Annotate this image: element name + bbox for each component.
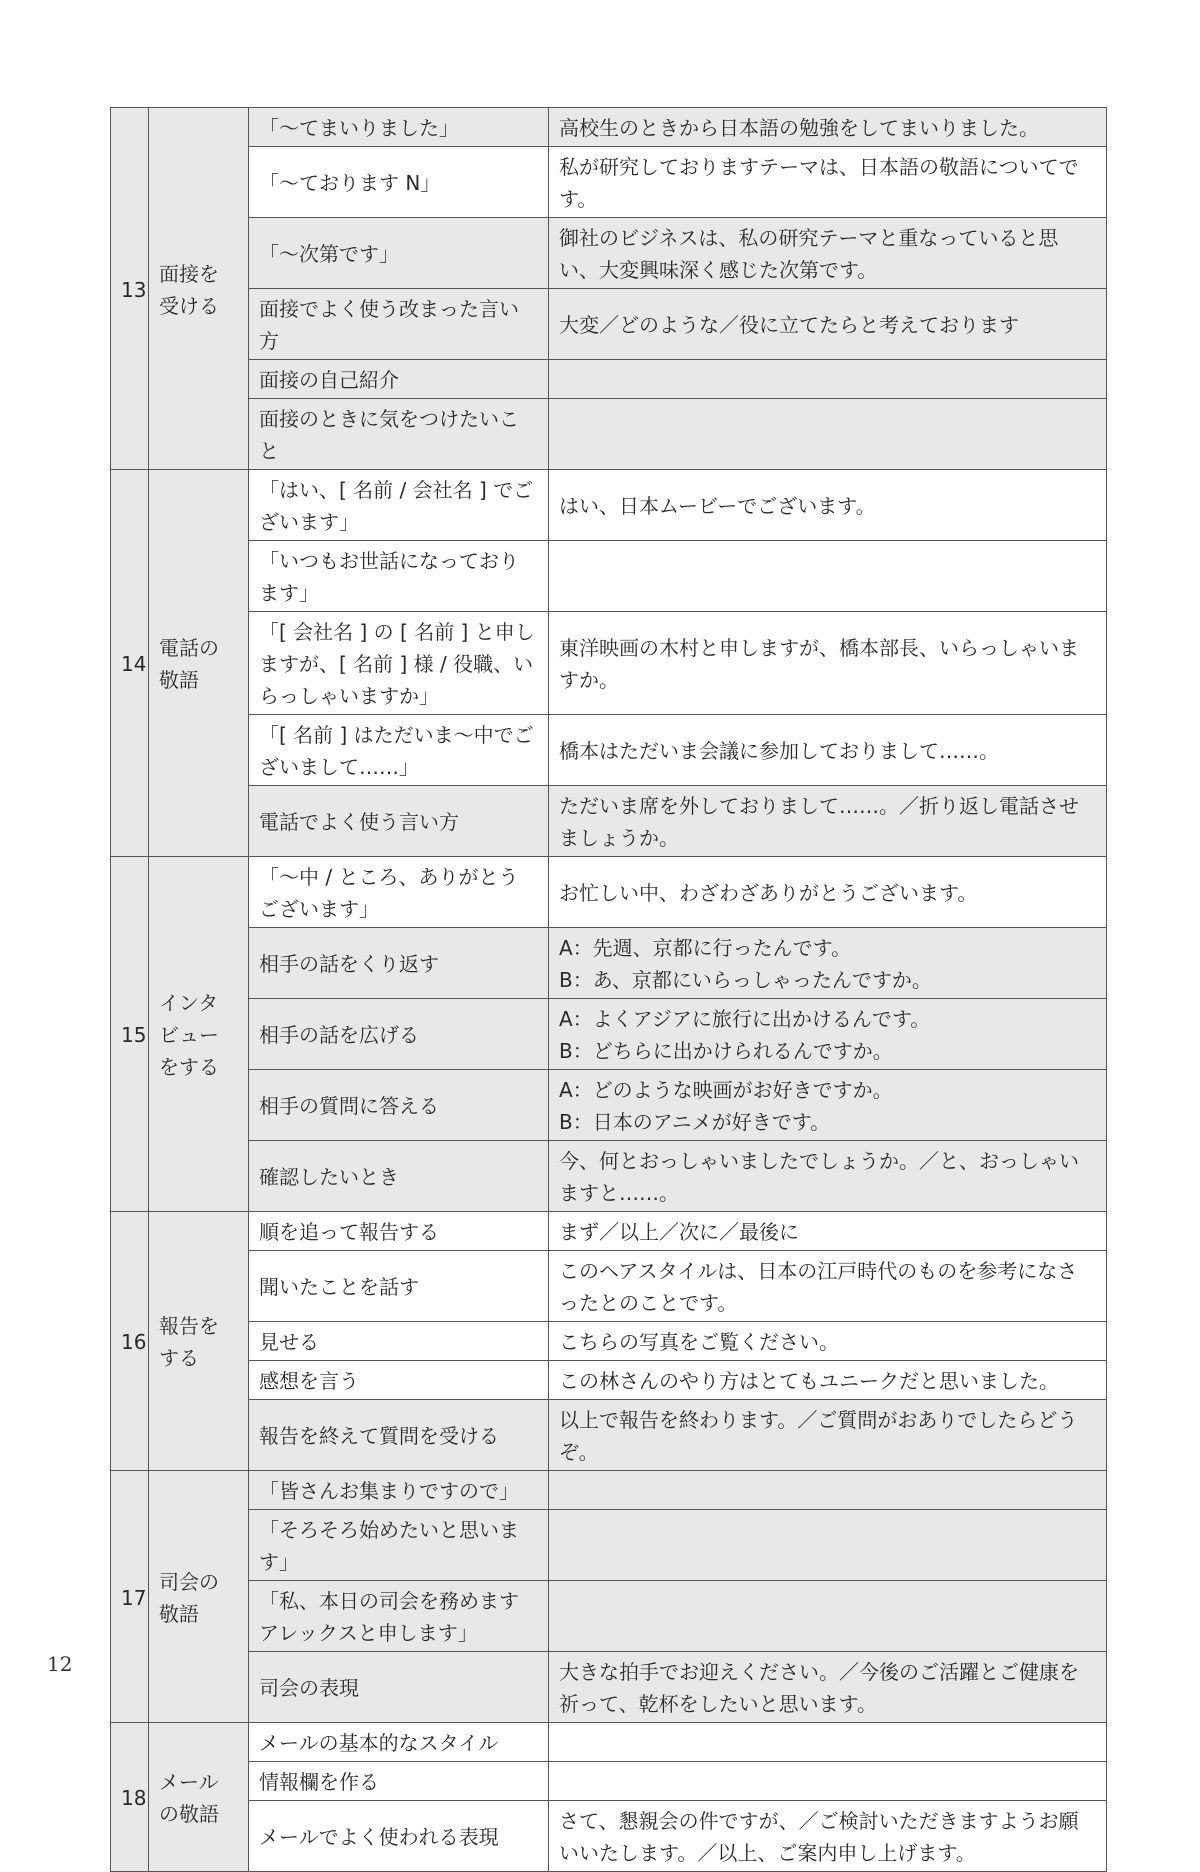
- table-row: [111, 857, 1107, 928]
- section-topic: インタビューをする: [149, 857, 249, 1212]
- section-number: 18: [111, 1723, 149, 1872]
- expression-cell: 見せる: [249, 1322, 549, 1361]
- section-topic: 面接を受ける: [149, 108, 249, 470]
- section-number: 15: [111, 857, 149, 1212]
- section-topic: メールの敬語: [149, 1723, 249, 1872]
- expression-cell: 「～ております N」: [249, 147, 549, 218]
- expression-cell: 面接のときに気をつけたいこと: [249, 399, 549, 470]
- table-row: [111, 999, 1107, 1070]
- expression-cell: 電話でよく使う言い方: [249, 786, 549, 857]
- section-number: 14: [111, 470, 149, 857]
- table-row: [111, 1471, 1107, 1510]
- expression-cell: 感想を言う: [249, 1361, 549, 1400]
- table-row: [111, 1070, 1107, 1141]
- section-number: 13: [111, 108, 149, 470]
- table-row: [111, 399, 1107, 470]
- example-cell: この林さんのやり方はとてもユニークだと思いました。: [549, 1361, 1107, 1400]
- expression-cell: 聞いたことを話す: [249, 1251, 549, 1322]
- example-cell: 東洋映画の木村と申しますが、橋本部長、いらっしゃいますか。: [549, 612, 1107, 715]
- expression-cell: 「～てまいりました」: [249, 108, 549, 147]
- table-row: [111, 1212, 1107, 1251]
- example-cell: [549, 1581, 1107, 1652]
- table-row: [111, 1251, 1107, 1322]
- dialogue-line-b: B：あ、京都にいらっしゃったんですか。: [559, 968, 932, 992]
- expression-cell: メールでよく使われる表現: [249, 1801, 549, 1872]
- table-row: [111, 1510, 1107, 1581]
- example-cell: [549, 360, 1107, 399]
- expression-cell: 「皆さんお集まりですので」: [249, 1471, 549, 1510]
- expression-cell: 「私、本日の司会を務めますアレックスと申します」: [249, 1581, 549, 1652]
- table-row: [111, 360, 1107, 399]
- example-cell: 高校生のときから日本語の勉強をしてまいりました。: [549, 108, 1107, 147]
- expression-cell: 面接の自己紹介: [249, 360, 549, 399]
- example-cell: ただいま席を外しておりまして……。／折り返し電話させましょうか。: [549, 786, 1107, 857]
- expression-cell: 「はい、[ 名前 / 会社名 ] でございます」: [249, 470, 549, 541]
- table-row: [111, 612, 1107, 715]
- table-row: [111, 218, 1107, 289]
- expression-cell: 報告を終えて質問を受ける: [249, 1400, 549, 1471]
- expression-cell: 「[ 名前 ] はただいま～中でございまして……」: [249, 715, 549, 786]
- section-topic: 報告をする: [149, 1212, 249, 1471]
- table-row: [111, 541, 1107, 612]
- table-row: [111, 1652, 1107, 1723]
- dialogue-line-b: B：日本のアニメが好きです。: [559, 1110, 831, 1134]
- dialogue-line-a: A：どのような映画がお好きですか。: [559, 1078, 893, 1102]
- expression-cell: 面接でよく使う改まった言い方: [249, 289, 549, 360]
- expression-cell: 相手の話をくり返す: [249, 928, 549, 999]
- expression-cell: 順を追って報告する: [249, 1212, 549, 1251]
- expression-cell: 「いつもお世話になっております」: [249, 541, 549, 612]
- expression-cell: 相手の質問に答える: [249, 1070, 549, 1141]
- dialogue-line-a: A：よくアジアに旅行に出かけるんです。: [559, 1007, 931, 1031]
- expression-cell: 「そろそろ始めたいと思います」: [249, 1510, 549, 1581]
- example-cell: [549, 1510, 1107, 1581]
- example-cell: [549, 1070, 1107, 1141]
- example-cell: こちらの写真をご覧ください。: [549, 1322, 1107, 1361]
- table-row: [111, 786, 1107, 857]
- example-cell: [549, 1471, 1107, 1510]
- expression-cell: 「[ 会社名 ] の [ 名前 ] と申しますが、[ 名前 ] 様 / 役職、いらっしゃいますか」: [249, 612, 549, 715]
- section-topic: 司会の敬語: [149, 1471, 249, 1723]
- example-cell: 御社のビジネスは、私の研究テーマと重なっていると思い、大変興味深く感じた次第です。: [549, 218, 1107, 289]
- example-cell: 大きな拍手でお迎えください。／今後のご活躍とご健康を祈って、乾杯をしたいと思います。: [549, 1652, 1107, 1723]
- example-cell: 大変／どのような／役に立てたらと考えております: [549, 289, 1107, 360]
- example-cell: さて、懇親会の件ですが、／ご検討いただきますようお願いいたします。／以上、ご案内申し上げます。: [549, 1801, 1107, 1872]
- table-row: [111, 928, 1107, 999]
- table-row: [111, 289, 1107, 360]
- table-row: [111, 1762, 1107, 1801]
- table-row: [111, 1322, 1107, 1361]
- table-row: [111, 147, 1107, 218]
- table-row: [111, 1141, 1107, 1212]
- table-row: [111, 1361, 1107, 1400]
- example-cell: [549, 541, 1107, 612]
- example-cell: まず／以上／次に／最後に: [549, 1212, 1107, 1251]
- section-topic: 電話の敬語: [149, 470, 249, 857]
- table-row: [111, 1723, 1107, 1762]
- example-cell: [549, 1762, 1107, 1801]
- example-cell: [549, 399, 1107, 470]
- table-row: [111, 1581, 1107, 1652]
- table-row: [111, 1801, 1107, 1872]
- example-cell: [549, 1723, 1107, 1762]
- table-row: [111, 470, 1107, 541]
- expression-cell: 情報欄を作る: [249, 1762, 549, 1801]
- dialogue-line-a: A：先週、京都に行ったんです。: [559, 936, 852, 960]
- table-row: [111, 715, 1107, 786]
- example-cell: お忙しい中、わざわざありがとうございます。: [549, 857, 1107, 928]
- expression-cell: 「～次第です」: [249, 218, 549, 289]
- example-cell: [549, 928, 1107, 999]
- dialogue-line-b: B：どちらに出かけられるんですか。: [559, 1039, 893, 1063]
- example-cell: 橋本はただいま会議に参加しておりまして……。: [549, 715, 1107, 786]
- expression-cell: メールの基本的なスタイル: [249, 1723, 549, 1762]
- example-cell: このヘアスタイルは、日本の江戸時代のものを参考になさったとのことです。: [549, 1251, 1107, 1322]
- example-cell: [549, 999, 1107, 1070]
- table-row: [111, 1400, 1107, 1471]
- example-cell: はい、日本ムービーでございます。: [549, 470, 1107, 541]
- section-number: 16: [111, 1212, 149, 1471]
- expression-cell: 相手の話を広げる: [249, 999, 549, 1070]
- expression-cell: 司会の表現: [249, 1652, 549, 1723]
- keigo-table: [110, 107, 1107, 1872]
- example-cell: 今、何とおっしゃいましたでしょうか。／と、おっしゃいますと……。: [549, 1141, 1107, 1212]
- section-number: 17: [111, 1471, 149, 1723]
- table-row: [111, 108, 1107, 147]
- expression-cell: 「～中 / ところ、ありがとうございます」: [249, 857, 549, 928]
- page-number: 12: [47, 1652, 73, 1676]
- example-cell: 以上で報告を終わります。／ご質問がおありでしたらどうぞ。: [549, 1400, 1107, 1471]
- expression-cell: 確認したいとき: [249, 1141, 549, 1212]
- example-cell: 私が研究しておりますテーマは、日本語の敬語についてです。: [549, 147, 1107, 218]
